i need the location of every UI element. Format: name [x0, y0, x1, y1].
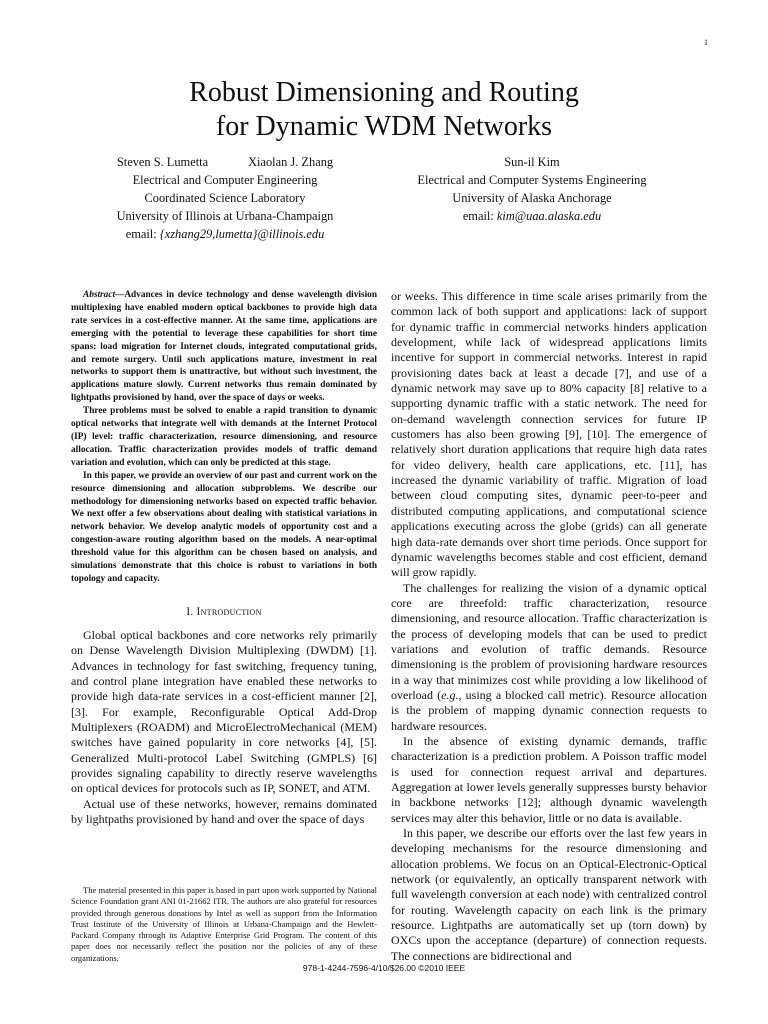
- abstract-paragraph: [71, 289, 377, 405]
- author-block-right: [382, 153, 682, 225]
- abstract-paragraph: In this paper, we provide an overview of our past and current work on the resource dimensioning and allocation subproblems. We describe our methodology for dimensioning networks based on expected traffic behavior. We next offer a few observations about dealing with statistical variations in network behavior. We develop analytic models of opportunity cost and a congestion-aware routing algorithm based on the models. A near-optimal threshold value for this algorithm can be chosen based on analysis, and simulations demonstrate that this choice is robust to variations in both topology and capacity.: [71, 470, 377, 584]
- author-name: Xiaolan J. Zhang: [248, 155, 334, 169]
- author-email-line: [382, 207, 682, 225]
- body-text: The challenges for realizing the vision of a dynamic optical core are threefold: traffic characterization, resource dimensioning, and resource allocation. Traffic characterization is the process of developing models that can be used to predict variations and evolution of traffic demands. Resource dimensioning is the problem of provisioning hardware resources in a way that minimizes cost while providing a low likelihood of overload (: [391, 580, 707, 702]
- abstract: [71, 289, 377, 586]
- abstract-label: Abstract: [83, 290, 116, 300]
- author-name: Sun-il Kim: [504, 155, 560, 169]
- author-department: Electrical and Computer Engineering: [132, 173, 318, 187]
- body-paragraph: In the absence of existing dynamic demands, traffic characterization is a prediction problem. A Poisson traffic model is used for connection request arrival and departures. Aggregation at lower levels generally suppresses bursty behavior in backbone networks [12]; although dynamic wavelength services may alter this behavior, little or no data is available.: [391, 733, 707, 825]
- footnote-text: The material presented in this paper is based in part upon work supported by National Science Foundation grant ANI 01-21662 ITR. The authors are also grateful for resources provided through generous donations by Intel as well as support from the Information Trust Institute of the University of Illinois at Urbana-Champaign and the Hewlett-Packard Company through its Adaptive Enterprise Grid Program. The content of this paper does not necessarily reflect the position nor the policies of any of these organizations.: [71, 885, 377, 963]
- body-text: , using a blocked call metric). Resource allocation is the problem of mapping dynamic connection requests to hardware resources.: [391, 687, 708, 733]
- author-email-line: [60, 225, 390, 243]
- author-lab: Coordinated Science Laboratory: [144, 191, 306, 205]
- body-paragraph: In this paper, we describe our efforts over the last few years in developing mechanisms for the resource dimensioning and allocation problems. We focus on an Optical-Electronic-Optical network (or equivalently, an optically transparent network with full wavelength conversion at each node) with centralized control for routing. Wavelength capacity on each link is the primary resource. Lightpaths are automatically set up (torn down) by OXCs upon the acceptance (departure) of connection requests. The connections are bidirectional and: [391, 826, 707, 963]
- author-university: University of Illinois at Urbana-Champaign: [116, 209, 334, 223]
- author-email[interactable]: kim@uaa.alaska.edu: [496, 209, 602, 223]
- body-paragraph: or weeks. This difference in time scale arises primarily from the common lack of both support and applications: lack of support for dynamic traffic in commercial networks hinders application development, while lack of widespread applications limits incentive for support in commercial networks. Interest in rapid provisioning dates back at least a decade [7], and use of a dynamic network may save up to 80% capacity [8] relative to a supporting dynamic traffic with a static network. The need for on-demand wavelength connection services for future IP customers has also been growing [9], [10]. The emergence of relatively short duration applications that require high data rates for video delivery, health care applications, etc. [11], has increased the dynamic variability of traffic. Migration of load between cloud computing sites, dynamic peer-to-peer and distributed computing applications, and computational science applications executing across the globe (grids) can all generate high data-rate demands over short time periods. Once support for dynamic wavelengths becomes stable and cost efficient, demand will grow rapidly.: [391, 289, 707, 580]
- left-column: [71, 289, 377, 827]
- author-block-left: [60, 153, 390, 243]
- title-line-2: for Dynamic WDM Networks: [215, 111, 553, 142]
- author-email[interactable]: {xzhang29,lumetta}@illinois.edu: [159, 227, 325, 241]
- author-university: University of Alaska Anchorage: [452, 191, 612, 205]
- email-label: email:: [125, 227, 160, 241]
- author-department: Electrical and Computer Systems Engineering: [417, 173, 647, 187]
- author-name: Steven S. Lumetta: [116, 155, 209, 169]
- introduction-body: [71, 628, 377, 827]
- abstract-paragraph: Three problems must be solved to enable a rapid transition to dynamic optical networks that integrate well with demands at the Internet Protocol (IP) level: traffic characterization, resource dimensioning, and resource allocation. Traffic characterization provides models of traffic demand variation and evolution, which can only be predicted at this stage.: [71, 406, 377, 468]
- body-paragraph: Global optical backbones and core networks rely primarily on Dense Wavelength Division Multiplexing (DWDM) [1]. Advances in technology for fast switching, frequency tuning, and control plane integration have enabled these networks to provide high data-rate services in a cost-efficient manner [2], [3]. For example, Reconfigurable Optical Add-Drop Multiplexers (ROADM) and MicroElectroMechanical (MEM) switches have gained popularity in core networks [4], [5]. Generalized Multi-protocol Label Switching (GMPLS) [6] provides signaling capability to directly reserve wavelengths on optical devices for protocols such as IP, SONET, and ATM.: [71, 627, 377, 796]
- paper-title: [0, 76, 768, 144]
- body-text-italic: e.g.: [441, 687, 459, 702]
- title-line-1: Robust Dimensioning and Routing: [189, 77, 579, 108]
- section-heading: I. Introduction: [186, 605, 262, 618]
- email-label: email:: [462, 209, 497, 223]
- right-column: [391, 289, 707, 964]
- abstract-text: —Advances in device technology and dense wavelength division multiplexing have enabled modern optical backbones to provide high data rate services in a cost-effective manner. At the same time, applications are emerging with the potential to leverage these capabilities for short time spans: load migration for Internet clouds, integrated computational grids, and remote surgery. Until such applications mature, investment in real networks to support them is unattractive, but without such investment, the applications mature slowly. Current networks thus remain dominated by lightpaths provisioned by hand, over the space of days or weeks.: [71, 290, 377, 404]
- page-number: 1: [704, 38, 708, 47]
- body-paragraph: [391, 581, 707, 734]
- footnote: [71, 885, 377, 964]
- body-paragraph: Actual use of these networks, however, remains dominated by lightpaths provisioned by hand and over the space of days: [71, 796, 377, 826]
- copyright-footer: 978-1-4244-7596-4/10/$26.00 ©2010 IEEE: [302, 963, 466, 973]
